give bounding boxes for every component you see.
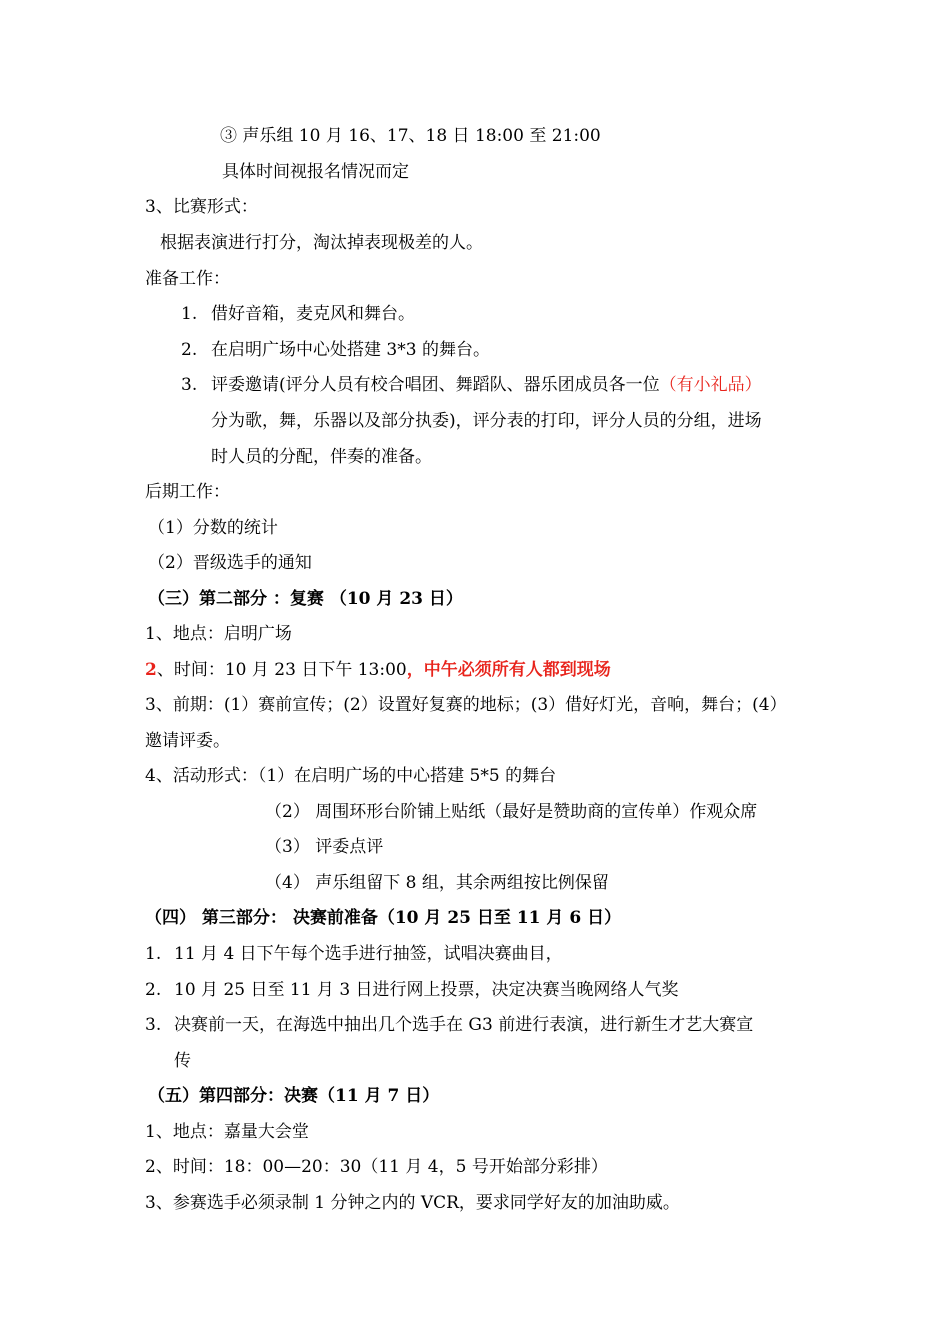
list-number: 3. (145, 1015, 162, 1035)
prep-item-3-text: 评委邀请(评分人员有校合唱团、舞蹈队、器乐团成员各一位 (211, 375, 660, 395)
competition-format-text: 根据表演进行打分，淘汰掉表现极差的人。 (160, 233, 483, 253)
final-vcr-requirement: 3、参赛选手必须录制 1 分钟之内的 VCR，要求同学好友的加油助威。 (145, 1193, 680, 1213)
semifinal-time (145, 659, 611, 681)
prep-item-1: 借好音箱，麦克风和舞台。 (211, 304, 415, 324)
activity-item-4: （4） 声乐组留下 8 组，其余两组按比例保留 (265, 873, 609, 893)
prep-item-3 (211, 374, 762, 396)
final-prep-item-2: 10 月 25 日至 11 月 3 日进行网上投票，决定决赛当晚网络人气奖 (174, 980, 679, 1000)
semifinal-time-warning: ，中午必须所有人都到现场 (406, 660, 611, 680)
prep-item-3-line-2: 分为歌，舞，乐器以及部分执委)，评分表的打印，评分人员的分组，进场 (211, 411, 762, 431)
gift-note: （有小礼品） (659, 375, 762, 395)
post-work-item-1: （1）分数的统计 (148, 518, 278, 538)
semifinal-prep: 3、前期：(1）赛前宣传；(2）设置好复赛的地标；(3）借好灯光，音响，舞台；(4） (145, 695, 787, 715)
final-prep-item-3-line-2: 传 (174, 1051, 191, 1071)
heading-part-two-semifinal: （三）第二部分 ：复赛 （10 月 23 日） (148, 589, 463, 609)
final-prep-item-1: 11 月 4 日下午每个选手进行抽签，试唱决赛曲目， (174, 944, 563, 964)
section-preparation: 准备工作： (145, 269, 230, 289)
list-number: 2. (145, 980, 162, 1000)
schedule-vocal-group: ③ 声乐组 10 月 16、17、18 日 18:00 至 21:00 (220, 126, 601, 146)
list-number: 1. (181, 304, 198, 324)
final-prep-item-3: 决赛前一天，在海选中抽出几个选手在 G3 前进行表演，进行新生才艺大赛宣 (174, 1015, 754, 1035)
semifinal-location: 1、地点：启明广场 (145, 624, 292, 644)
activity-item-3: （3） 评委点评 (265, 837, 384, 857)
semifinal-time-text: 、时间：10 月 23 日下午 13:00 (156, 660, 407, 680)
prep-item-2: 在启明广场中心处搭建 3*3 的舞台。 (211, 340, 490, 360)
section-competition-format: 3、比赛形式： (145, 197, 258, 217)
list-number: 2. (181, 340, 198, 360)
post-work-item-2: （2）晋级选手的通知 (148, 553, 312, 573)
final-location: 1、地点：嘉量大会堂 (145, 1122, 309, 1142)
heading-part-three-final-prep: （四） 第三部分： 决赛前准备（10 月 25 日至 11 月 6 日） (145, 908, 622, 928)
heading-part-four-final: （五）第四部分：决赛（11 月 7 日） (148, 1086, 440, 1106)
semifinal-time-number: 2 (145, 660, 157, 680)
list-number: 3. (181, 375, 198, 395)
activity-item-2: （2） 周围环形台阶铺上贴纸（最好是赞助商的宣传单）作观众席 (265, 802, 758, 822)
semifinal-activity-form: 4、活动形式：（1）在启明广场的中心搭建 5*5 的舞台 (145, 766, 557, 786)
list-number: 1. (145, 944, 162, 964)
section-post-work: 后期工作： (145, 482, 230, 502)
semifinal-prep-line-2: 邀请评委。 (145, 731, 230, 751)
schedule-note: 具体时间视报名情况而定 (222, 162, 409, 182)
final-time: 2、时间：18：00—20：30（11 月 4，5 号开始部分彩排） (145, 1157, 608, 1177)
prep-item-3-line-3: 时人员的分配，伴奏的准备。 (211, 447, 432, 467)
